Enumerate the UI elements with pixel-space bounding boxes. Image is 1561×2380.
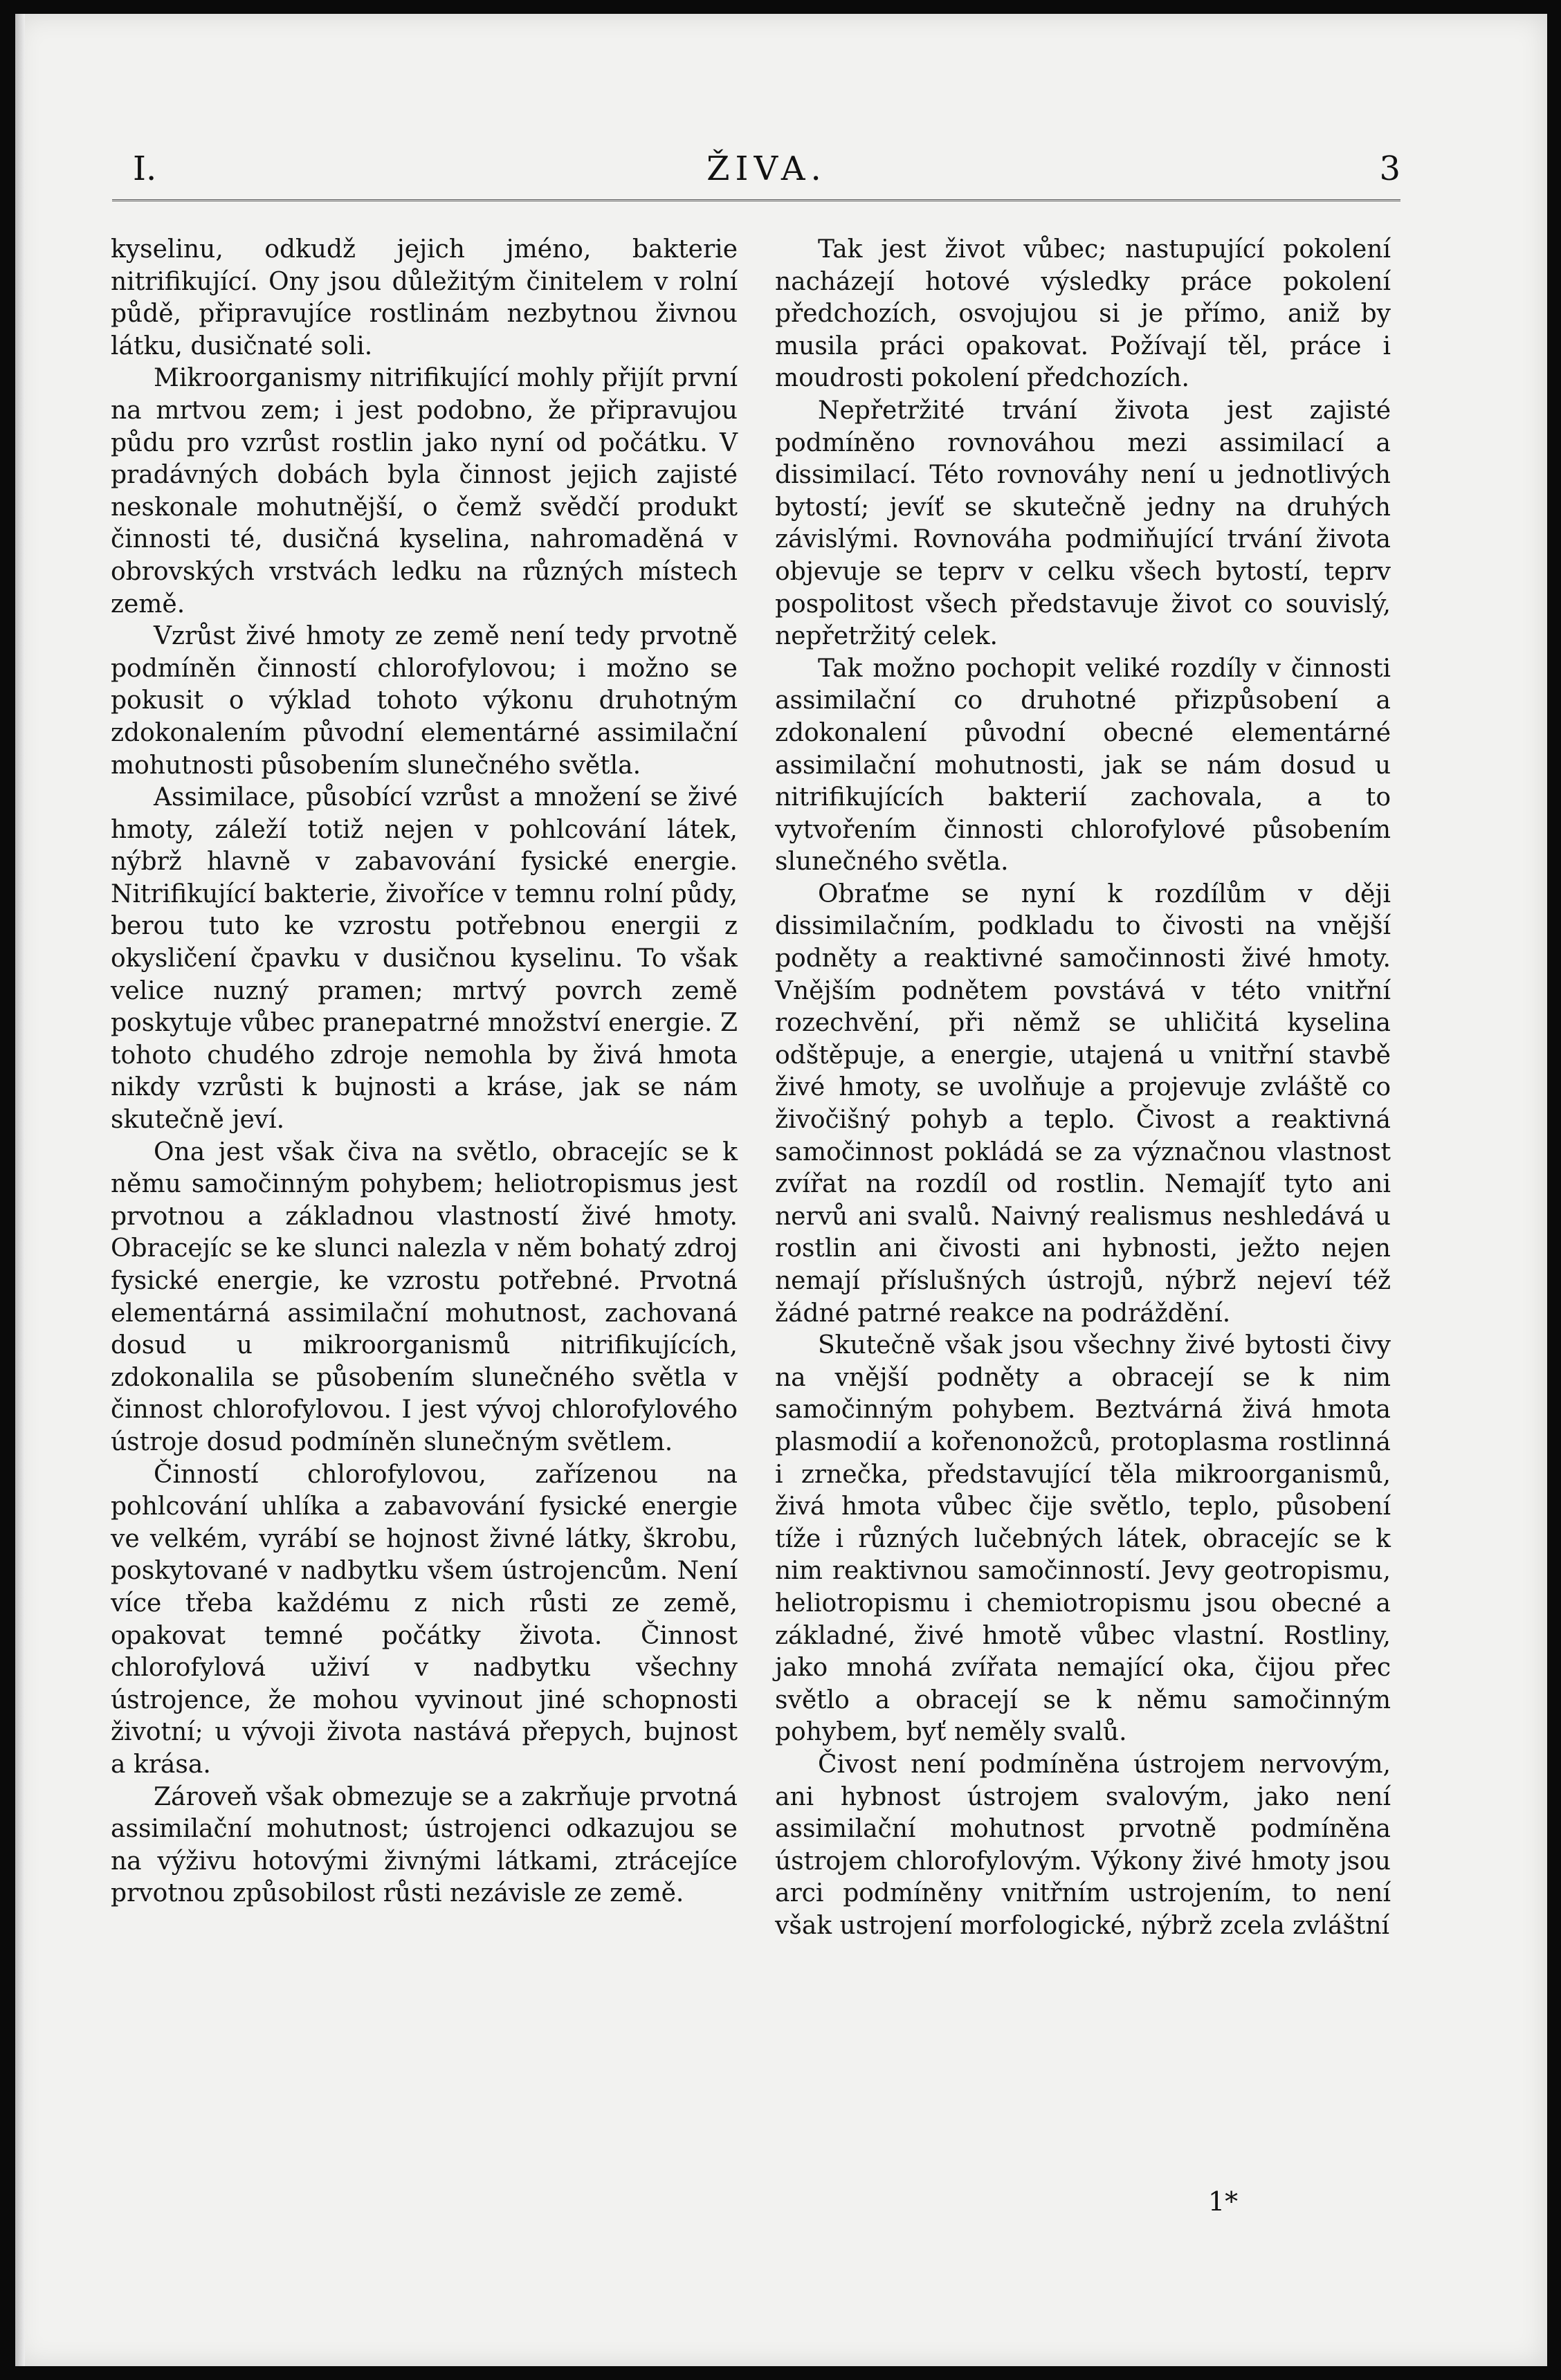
- running-header: [133, 149, 1400, 191]
- right-column: [775, 234, 1391, 1942]
- volume-number: I.: [133, 149, 157, 188]
- paragraph: Ona jest však čiva na světlo, obracejíc se k němu samočinným pohybem; heliotropismus jest prvotnou a základnou vlastností živé hmoty. Obracejíc se ke slunci nalezla v něm bohatý zdroj fysické energie, ke vzrostu potřebné. Prvotná elementárná assimilační mohutnost, zachovaná dosud u mikroorganismů nitrifikujících, zdokonalila se působením slunečného světla v činnost chlorofylovou. I jest vývoj chlorofylového ústroje dosud podmíněn slunečným světlem.: [111, 1137, 738, 1456]
- page-number: 3: [1379, 149, 1400, 188]
- paragraph: Skutečně však jsou všechny živé bytosti čivy na vnější podněty a obracejí se k nim samočinným pohybem. Beztvárná živá hmota plasmodií a kořenonožců, protoplasma rostlinná i zrnečka, představující těla mikroorganismů, živá hmota vůbec čije světlo, teplo, působení tíže i různých lučebných látek, obracejíc se k nim reaktivnou samočinností. Jevy geotropismu, heliotropismu i chemiotropismu jsou obecné a základné, živé hmotě vůbec vlastní. Rostliny, jako mnohá zvířata nemající oka, čijou přec světlo a obracejí se k němu samočinným pohybem, byť neměly svalů.: [775, 1331, 1391, 1747]
- page-spine-shadow: [15, 14, 25, 2366]
- left-column: [111, 234, 738, 1910]
- paragraph: Tak jest život vůbec; nastupující pokolení nacházejí hotové výsledky práce pokolení předchozích, osvojujou si je přímo, aniž by musila práci opakovat. Požívají těl, práce i moudrosti pokolení předchozích.: [775, 235, 1391, 393]
- paragraph: Vzrůst živé hmoty ze země není tedy prvotně podmíněn činností chlorofylovou; i možno se pokusit o výklad tohoto výkonu druhotným zdokonalením původní elementárné assimilační mohutnosti působením slunečného světla.: [111, 622, 738, 780]
- paragraph: Obraťme se nyní k rozdílům v ději dissimilačním, podkladu to čivosti na vnější podněty a reaktivné samočinnosti živé hmoty. Vnějším podnětem povstává v této vnitřní rozechvění, při němž se uhličitá kyselina odštěpuje, a energie, utajená u vnitřní stavbě živé hmoty, se uvolňuje a projevuje zvláště co živočišný pohyb a teplo. Čivost a reaktivná samočinnost pokládá se za význačnou vlastnost zvířat na rozdíl od rostlin. Nemajíť tyto ani nervů ani svalů. Naivný realismus neshledává u rostlin ani čivosti ani hybnosti, ježto nejen nemají příslušných ústrojů, nýbrž nejeví též žádné patrné reakce na podráždění.: [775, 879, 1391, 1328]
- paragraph: Nepřetržité trvání života jest zajisté podmíněno rovnováhou mezi assimilací a dissimilací. Této rovnováhy není u jednotlivých bytostí; jevíť se skutečně jedny na druhých závislými. Rovnováha podmiňující trvání života objevuje se teprv v celku všech bytostí, teprv pospolitost všech představuje život co souvislý, nepřetržitý celek.: [775, 396, 1391, 651]
- journal-title: ŽIVA.: [706, 149, 827, 188]
- paragraph: kyselinu, odkudž jejich jméno, bakterie nitrifikující. Ony jsou důležitým činitelem v rolní půdě, připravujíce rostlinám nezbytnou živnou látku, dusičnaté soli.: [111, 235, 738, 360]
- signature-mark: 1*: [1208, 2186, 1239, 2217]
- book-page: [15, 14, 1547, 2366]
- paragraph: Assimilace, působící vzrůst a množení se živé hmoty, záleží totiž nejen v pohlcování látek, nýbrž hlavně v zabavování fysické energie. Nitrifikující bakterie, živoříce v temnu rolní půdy, berou tuto ke vzrostu potřebnou energii z okysličení čpavku v dusičnou kyselinu. To však velice nuzný pramen; mrtvý povrch země poskytuje vůbec pranepatrné množství energie. Z tohoto chudého zdroje nemohla by živá hmota nikdy vzrůsti k bujnosti a kráse, jak se nám skutečně jeví.: [111, 783, 738, 1135]
- paragraph: Tak možno pochopit veliké rozdíly v činnosti assimilační co druhotné přizpůsobení a zdokonalení původní obecné elementárné assimilační mohutnosti, jak se nám dosud u nitrifikujících bakterií zachovala, a to vytvořením činnosti chlorofylové působením slunečného světla.: [775, 654, 1391, 877]
- paragraph: Činností chlorofylovou, zařízenou na pohlcování uhlíka a zabavování fysické energie ve velkém, vyrábí se hojnost živné látky, škrobu, poskytované v nadbytku všem ústrojencům. Není více třeba každému z nich růsti ze země, opakovat temné počátky života. Činnost chlorofylová uživí v nadbytku všechny ústrojence, že mohou vyvinout jiné schopnosti životní; u vývoji života nastává přepych, bujnost a krása.: [111, 1460, 738, 1779]
- paragraph: Mikroorganismy nitrifikující mohly přijít první na mrtvou zem; i jest podobno, že připravujou půdu pro vzrůst rostlin jako nyní od počátku. V pradávných dobách byla činnost jejich zajisté neskonale mohutnější, o čemž svědčí produkt činnosti té, dusičná kyselina, nahromaděná v obrovských vrstvách ledku na různých místech země.: [111, 364, 738, 619]
- paragraph: Zároveň však obmezuje se a zakrňuje prvotná assimilační mohutnost; ústrojenci odkazujou se na výživu hotovými živnými látkami, ztrácejíce prvotnou způsobilost růsti nezávisle ze země.: [111, 1782, 738, 1908]
- header-rule: [112, 199, 1400, 204]
- paragraph: Čivost není podmíněna ústrojem nervovým, ani hybnost ústrojem svalovým, jako není assimilační mohutnost prvotně podmíněna ústrojem chlorofylovým. Výkony živé hmoty jsou arci podmíněny vnitřním ustrojením, to není však ustrojení morfologické, nýbrž zcela zvláštní: [775, 1750, 1391, 1940]
